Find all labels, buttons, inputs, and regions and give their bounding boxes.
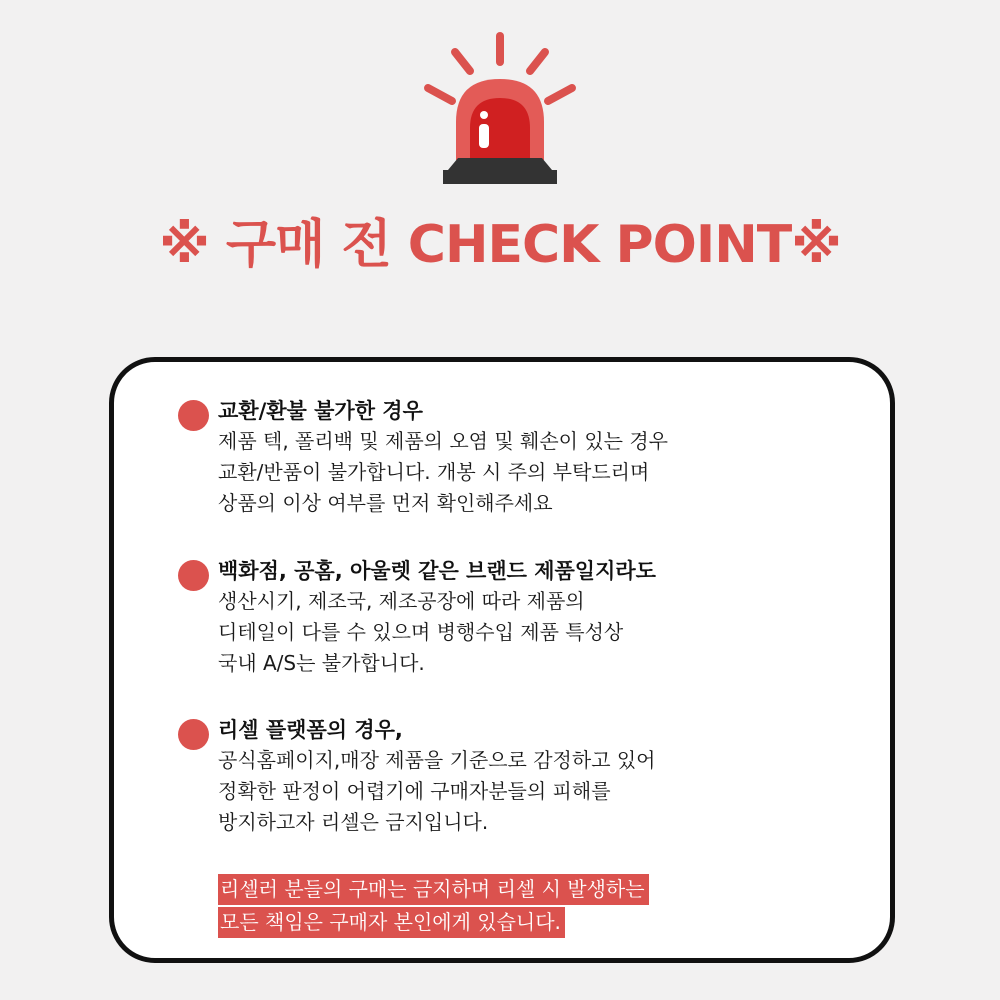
warning-line: 리셀러 분들의 구매는 금지하며 리셀 시 발생하는 <box>218 874 649 905</box>
siren-ray-upper-left <box>455 52 470 71</box>
section-body <box>218 426 668 519</box>
bullet-dot-icon <box>178 560 209 591</box>
section-body <box>218 745 656 838</box>
siren-info-dot <box>480 111 488 119</box>
section-line: 상품의 이상 여부를 먼저 확인해주세요 <box>218 491 553 515</box>
warning-notice <box>218 874 649 940</box>
bullet-dot-icon <box>178 719 209 750</box>
siren-info-bar <box>479 124 489 148</box>
section-line: 제품 텍, 폴리백 및 제품의 오염 및 훼손이 있는 경우 <box>218 429 668 453</box>
siren-ray-lower-left <box>428 88 452 101</box>
section-line: 교환/반품이 불가합니다. 개봉 시 주의 부탁드리며 <box>218 460 650 484</box>
page-title: ※ 구매 전 CHECK POINT※ <box>159 215 841 275</box>
section-title: 백화점, 공홈, 아울렛 같은 브랜드 제품일지라도 <box>218 559 656 583</box>
siren-ray-lower-right <box>548 88 572 101</box>
siren-base <box>443 170 557 184</box>
section-title: 리셀 플랫폼의 경우, <box>218 718 403 742</box>
warning-line: 모든 책임은 구매자 본인에게 있습니다. <box>218 907 565 938</box>
section-line: 디테일이 다를 수 있으며 병행수입 제품 특성상 <box>218 620 624 644</box>
section-title: 교환/환불 불가한 경우 <box>218 399 423 423</box>
section-line: 공식홈페이지,매장 제품을 기준으로 감정하고 있어 <box>218 748 656 772</box>
section-body <box>218 586 623 679</box>
siren-base-top <box>448 158 552 170</box>
bullet-dot-icon <box>178 400 209 431</box>
siren-alarm-icon <box>0 0 1000 200</box>
section-line: 정확한 판정이 어렵기에 구매자분들의 피해를 <box>218 779 611 803</box>
siren-ray-upper-right <box>530 52 545 71</box>
section-line: 국내 A/S는 불가합니다. <box>218 651 425 675</box>
section-line: 생산시기, 제조국, 제조공장에 따라 제품의 <box>218 589 585 613</box>
section-line: 방지하고자 리셀은 금지입니다. <box>218 810 489 834</box>
